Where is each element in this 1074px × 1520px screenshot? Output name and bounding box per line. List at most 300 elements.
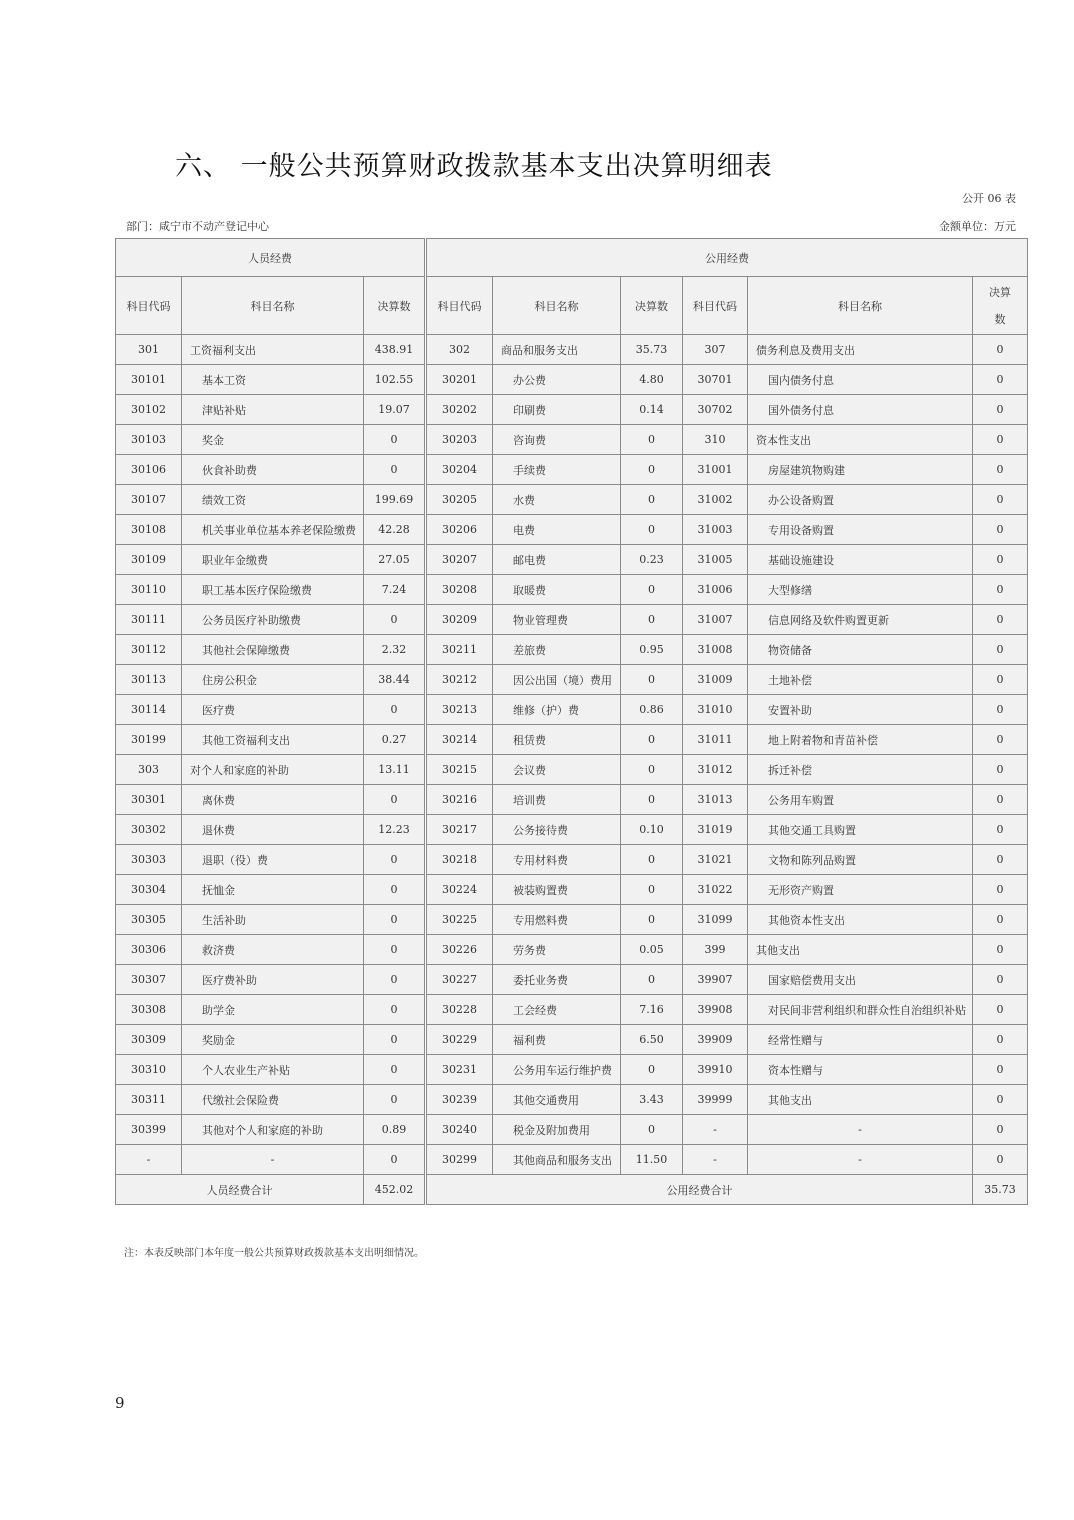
code-cell-public: 30209 — [427, 605, 493, 635]
name-cell-personnel: 住房公积金 — [182, 665, 364, 695]
code-cell-personnel: 30304 — [116, 875, 182, 905]
code-cell-public: 30206 — [427, 515, 493, 545]
code-cell-capital: - — [683, 1145, 748, 1175]
name-cell-capital: 国外债务付息 — [748, 395, 973, 425]
table-row — [116, 815, 1028, 845]
header-name-3: 科目名称 — [748, 277, 973, 335]
amount-cell-capital: 0 — [973, 695, 1028, 725]
amount-cell-personnel: 0 — [364, 965, 425, 995]
name-cell-personnel: 其他社会保障缴费 — [182, 635, 364, 665]
code-cell-personnel: 30305 — [116, 905, 182, 935]
group-header-personnel: 人员经费 — [116, 239, 425, 277]
code-cell-capital: 39907 — [683, 965, 748, 995]
code-cell-personnel: 30102 — [116, 395, 182, 425]
code-cell-personnel: 30310 — [116, 1055, 182, 1085]
amount-cell-personnel: 0 — [364, 425, 425, 455]
header-amount-3-line2: 数 — [994, 312, 1006, 326]
code-cell-capital: 39908 — [683, 995, 748, 1025]
name-cell-personnel: 代缴社会保险费 — [182, 1085, 364, 1115]
amount-cell-capital: 0 — [973, 455, 1028, 485]
code-cell-public: 30239 — [427, 1085, 493, 1115]
name-cell-public: 工会经费 — [493, 995, 621, 1025]
amount-cell-public: 0 — [621, 1055, 683, 1085]
name-cell-public: 水费 — [493, 485, 621, 515]
code-cell-capital: 399 — [683, 935, 748, 965]
name-cell-public: 因公出国（境）费用 — [493, 665, 621, 695]
code-cell-capital: 30702 — [683, 395, 748, 425]
amount-cell-personnel: 19.07 — [364, 395, 425, 425]
code-cell-public: 30228 — [427, 995, 493, 1025]
amount-cell-capital: 0 — [973, 935, 1028, 965]
name-cell-personnel: 离休费 — [182, 785, 364, 815]
name-cell-public: 其他商品和服务支出 — [493, 1145, 621, 1175]
table-row — [116, 695, 1028, 725]
code-cell-personnel: 30109 — [116, 545, 182, 575]
amount-cell-personnel: 0.27 — [364, 725, 425, 755]
amount-cell-public: 4.80 — [621, 365, 683, 395]
name-cell-capital: 国家赔偿费用支出 — [748, 965, 973, 995]
name-cell-capital: 专用设备购置 — [748, 515, 973, 545]
amount-cell-public: 0.10 — [621, 815, 683, 845]
page-number: 9 — [115, 1394, 125, 1412]
name-cell-capital: - — [748, 1145, 973, 1175]
code-cell-public: 30211 — [427, 635, 493, 665]
amount-cell-capital: 0 — [973, 1115, 1028, 1145]
amount-cell-personnel: 438.91 — [364, 335, 425, 365]
code-cell-public: 30224 — [427, 875, 493, 905]
table-row — [116, 665, 1028, 695]
table-row — [116, 875, 1028, 905]
code-cell-personnel: 30311 — [116, 1085, 182, 1115]
name-cell-capital: 信息网络及软件购置更新 — [748, 605, 973, 635]
expenditure-table — [115, 238, 1028, 1205]
table-row — [116, 1115, 1028, 1145]
amount-cell-personnel: 199.69 — [364, 485, 425, 515]
name-cell-capital: 无形资产购置 — [748, 875, 973, 905]
code-cell-capital: 31008 — [683, 635, 748, 665]
code-cell-capital: 31010 — [683, 695, 748, 725]
code-cell-personnel: 30114 — [116, 695, 182, 725]
amount-cell-public: 0 — [621, 845, 683, 875]
amount-cell-personnel: 13.11 — [364, 755, 425, 785]
name-cell-personnel: 其他对个人和家庭的补助 — [182, 1115, 364, 1145]
code-cell-capital: 39999 — [683, 1085, 748, 1115]
personnel-total-label: 人员经费合计 — [116, 1175, 364, 1205]
code-cell-personnel: 30399 — [116, 1115, 182, 1145]
amount-cell-capital: 0 — [973, 575, 1028, 605]
table-row — [116, 605, 1028, 635]
name-cell-public: 委托业务费 — [493, 965, 621, 995]
amount-cell-public: 0 — [621, 485, 683, 515]
name-cell-capital: 其他支出 — [748, 1085, 973, 1115]
name-cell-personnel: 奖励金 — [182, 1025, 364, 1055]
amount-cell-personnel: 0 — [364, 875, 425, 905]
code-cell-public: 30205 — [427, 485, 493, 515]
code-cell-personnel: 30302 — [116, 815, 182, 845]
name-cell-public: 物业管理费 — [493, 605, 621, 635]
name-cell-public: 劳务费 — [493, 935, 621, 965]
amount-cell-personnel: 0 — [364, 695, 425, 725]
code-cell-personnel: 30301 — [116, 785, 182, 815]
name-cell-personnel: 奖金 — [182, 425, 364, 455]
name-cell-public: 培训费 — [493, 785, 621, 815]
header-amount-3 — [973, 277, 1028, 335]
name-cell-personnel: 伙食补助费 — [182, 455, 364, 485]
code-cell-capital: 31022 — [683, 875, 748, 905]
name-cell-personnel: 职工基本医疗保险缴费 — [182, 575, 364, 605]
name-cell-public: 维修（护）费 — [493, 695, 621, 725]
code-cell-public: 30218 — [427, 845, 493, 875]
amount-cell-public: 0 — [621, 575, 683, 605]
name-cell-personnel: 医疗费补助 — [182, 965, 364, 995]
amount-cell-personnel: 42.28 — [364, 515, 425, 545]
amount-cell-personnel: 27.05 — [364, 545, 425, 575]
amount-cell-personnel: 0.89 — [364, 1115, 425, 1145]
name-cell-personnel: 个人农业生产补贴 — [182, 1055, 364, 1085]
name-cell-capital: 物资储备 — [748, 635, 973, 665]
amount-cell-capital: 0 — [973, 1025, 1028, 1055]
amount-cell-capital: 0 — [973, 425, 1028, 455]
table-row — [116, 725, 1028, 755]
name-cell-capital: 其他交通工具购置 — [748, 815, 973, 845]
name-cell-capital: - — [748, 1115, 973, 1145]
amount-cell-public: 0 — [621, 905, 683, 935]
name-cell-public: 咨询费 — [493, 425, 621, 455]
amount-cell-public: 0 — [621, 725, 683, 755]
amount-cell-public: 0 — [621, 875, 683, 905]
code-cell-personnel: 30307 — [116, 965, 182, 995]
amount-cell-capital: 0 — [973, 635, 1028, 665]
code-cell-capital: 39910 — [683, 1055, 748, 1085]
amount-cell-capital: 0 — [973, 785, 1028, 815]
amount-cell-public: 0.14 — [621, 395, 683, 425]
table-row — [116, 515, 1028, 545]
amount-cell-personnel: 102.55 — [364, 365, 425, 395]
amount-cell-personnel: 0 — [364, 845, 425, 875]
table-row — [116, 785, 1028, 815]
name-cell-public: 商品和服务支出 — [493, 335, 621, 365]
amount-cell-public: 0.05 — [621, 935, 683, 965]
amount-cell-capital: 0 — [973, 1085, 1028, 1115]
name-cell-public: 办公费 — [493, 365, 621, 395]
name-cell-personnel: 退职（役）费 — [182, 845, 364, 875]
code-cell-capital: 31007 — [683, 605, 748, 635]
table-row — [116, 845, 1028, 875]
public-total-value: 35.73 — [973, 1175, 1028, 1205]
amount-cell-capital: 0 — [973, 755, 1028, 785]
table-row — [116, 545, 1028, 575]
code-cell-personnel: 30108 — [116, 515, 182, 545]
table-row — [116, 365, 1028, 395]
name-cell-public: 印刷费 — [493, 395, 621, 425]
name-cell-capital: 对民间非营利组织和群众性自治组织补贴 — [748, 995, 973, 1025]
footnote: 注：本表反映部门本年度一般公共预算财政拨款基本支出明细情况。 — [124, 1248, 424, 1259]
header-amount-1: 决算数 — [364, 277, 425, 335]
code-cell-public: 30201 — [427, 365, 493, 395]
amount-cell-personnel: 12.23 — [364, 815, 425, 845]
name-cell-public: 邮电费 — [493, 545, 621, 575]
table-body — [116, 335, 1028, 1175]
amount-cell-public: 0 — [621, 785, 683, 815]
code-cell-capital: - — [683, 1115, 748, 1145]
public-total-label: 公用经费合计 — [427, 1175, 973, 1205]
header-code-3: 科目代码 — [683, 277, 748, 335]
code-cell-public: 30215 — [427, 755, 493, 785]
name-cell-capital: 国内债务付息 — [748, 365, 973, 395]
code-cell-public: 30208 — [427, 575, 493, 605]
group-header-public: 公用经费 — [427, 239, 1028, 277]
column-header-row — [116, 277, 1028, 335]
code-cell-public: 302 — [427, 335, 493, 365]
amount-cell-personnel: 0 — [364, 935, 425, 965]
name-cell-capital: 地上附着物和青苗补偿 — [748, 725, 973, 755]
amount-cell-public: 0 — [621, 515, 683, 545]
name-cell-capital: 债务利息及费用支出 — [748, 335, 973, 365]
amount-cell-public: 0.23 — [621, 545, 683, 575]
code-cell-public: 30231 — [427, 1055, 493, 1085]
code-cell-capital: 31012 — [683, 755, 748, 785]
amount-cell-personnel: 0 — [364, 1085, 425, 1115]
table-row — [116, 905, 1028, 935]
form-id: 公开 06 表 — [962, 192, 1016, 205]
code-cell-capital: 31009 — [683, 665, 748, 695]
page-title: 六、 一般公共预算财政拨款基本支出决算明细表 — [175, 151, 773, 182]
amount-cell-public: 0 — [621, 755, 683, 785]
code-cell-personnel: 30309 — [116, 1025, 182, 1055]
amount-cell-capital: 0 — [973, 815, 1028, 845]
table-row — [116, 335, 1028, 365]
name-cell-personnel: 其他工资福利支出 — [182, 725, 364, 755]
amount-cell-public: 0.95 — [621, 635, 683, 665]
amount-cell-capital: 0 — [973, 845, 1028, 875]
code-cell-public: 30226 — [427, 935, 493, 965]
name-cell-public: 差旅费 — [493, 635, 621, 665]
amount-cell-personnel: 38.44 — [364, 665, 425, 695]
name-cell-capital: 资本性支出 — [748, 425, 973, 455]
amount-cell-personnel: 0 — [364, 1145, 425, 1175]
name-cell-capital: 基础设施建设 — [748, 545, 973, 575]
amount-cell-capital: 0 — [973, 545, 1028, 575]
amount-cell-personnel: 7.24 — [364, 575, 425, 605]
name-cell-capital: 安置补助 — [748, 695, 973, 725]
code-cell-public: 30214 — [427, 725, 493, 755]
code-cell-public: 30227 — [427, 965, 493, 995]
name-cell-public: 电费 — [493, 515, 621, 545]
code-cell-capital: 31011 — [683, 725, 748, 755]
amount-cell-public: 0.86 — [621, 695, 683, 725]
header-name-2: 科目名称 — [493, 277, 621, 335]
table-row — [116, 1025, 1028, 1055]
amount-cell-personnel: 0 — [364, 1055, 425, 1085]
code-cell-capital: 310 — [683, 425, 748, 455]
code-cell-public: 30229 — [427, 1025, 493, 1055]
code-cell-capital: 39909 — [683, 1025, 748, 1055]
amount-cell-personnel: 0 — [364, 785, 425, 815]
name-cell-public: 公务接待费 — [493, 815, 621, 845]
table-row — [116, 455, 1028, 485]
table-row — [116, 395, 1028, 425]
code-cell-personnel: 30111 — [116, 605, 182, 635]
amount-cell-public: 0 — [621, 455, 683, 485]
name-cell-capital: 其他资本性支出 — [748, 905, 973, 935]
code-cell-personnel: 30113 — [116, 665, 182, 695]
header-code-2: 科目代码 — [427, 277, 493, 335]
table-row — [116, 425, 1028, 455]
code-cell-public: 30207 — [427, 545, 493, 575]
amount-cell-personnel: 0 — [364, 455, 425, 485]
amount-cell-capital: 0 — [973, 485, 1028, 515]
code-cell-personnel: 30110 — [116, 575, 182, 605]
code-cell-capital: 30701 — [683, 365, 748, 395]
table-row — [116, 635, 1028, 665]
code-cell-public: 30217 — [427, 815, 493, 845]
header-amount-2: 决算数 — [621, 277, 683, 335]
amount-cell-public: 0 — [621, 605, 683, 635]
table-row — [116, 1055, 1028, 1085]
code-cell-personnel: 30303 — [116, 845, 182, 875]
code-cell-personnel: 30103 — [116, 425, 182, 455]
amount-cell-public: 3.43 — [621, 1085, 683, 1115]
amount-cell-capital: 0 — [973, 335, 1028, 365]
header-code-1: 科目代码 — [116, 277, 182, 335]
name-cell-personnel: 助学金 — [182, 995, 364, 1025]
name-cell-personnel: 生活补助 — [182, 905, 364, 935]
code-cell-personnel: 303 — [116, 755, 182, 785]
name-cell-personnel: 绩效工资 — [182, 485, 364, 515]
code-cell-public: 30225 — [427, 905, 493, 935]
name-cell-personnel: - — [182, 1145, 364, 1175]
code-cell-capital: 31021 — [683, 845, 748, 875]
amount-cell-capital: 0 — [973, 365, 1028, 395]
name-cell-capital: 文物和陈列品购置 — [748, 845, 973, 875]
amount-cell-capital: 0 — [973, 905, 1028, 935]
amount-cell-public: 11.50 — [621, 1145, 683, 1175]
amount-cell-capital: 0 — [973, 965, 1028, 995]
name-cell-capital: 资本性赠与 — [748, 1055, 973, 1085]
amount-cell-personnel: 2.32 — [364, 635, 425, 665]
code-cell-capital: 31002 — [683, 485, 748, 515]
amount-cell-capital: 0 — [973, 1145, 1028, 1175]
amount-cell-capital: 0 — [973, 395, 1028, 425]
amount-cell-public: 6.50 — [621, 1025, 683, 1055]
header-name-1: 科目名称 — [182, 277, 364, 335]
name-cell-personnel: 对个人和家庭的补助 — [182, 755, 364, 785]
name-cell-public: 专用材料费 — [493, 845, 621, 875]
code-cell-capital: 31013 — [683, 785, 748, 815]
code-cell-public: 30203 — [427, 425, 493, 455]
amount-cell-capital: 0 — [973, 995, 1028, 1025]
name-cell-personnel: 退休费 — [182, 815, 364, 845]
name-cell-public: 公务用车运行维护费 — [493, 1055, 621, 1085]
name-cell-capital: 其他支出 — [748, 935, 973, 965]
amount-cell-public: 7.16 — [621, 995, 683, 1025]
amount-cell-personnel: 0 — [364, 995, 425, 1025]
code-cell-capital: 31099 — [683, 905, 748, 935]
unit-label: 金额单位：万元 — [939, 220, 1016, 233]
amount-cell-public: 35.73 — [621, 335, 683, 365]
code-cell-personnel: 30101 — [116, 365, 182, 395]
code-cell-personnel: 30308 — [116, 995, 182, 1025]
name-cell-capital: 房屋建筑物购建 — [748, 455, 973, 485]
table-row — [116, 1085, 1028, 1115]
name-cell-personnel: 抚恤金 — [182, 875, 364, 905]
amount-cell-capital: 0 — [973, 665, 1028, 695]
name-cell-public: 福利费 — [493, 1025, 621, 1055]
amount-cell-capital: 0 — [973, 1055, 1028, 1085]
code-cell-public: 30212 — [427, 665, 493, 695]
header-amount-3-line1: 决算 — [989, 285, 1012, 299]
name-cell-personnel: 津贴补贴 — [182, 395, 364, 425]
code-cell-capital: 31006 — [683, 575, 748, 605]
name-cell-public: 税金及附加费用 — [493, 1115, 621, 1145]
table-row — [116, 755, 1028, 785]
code-cell-capital: 31001 — [683, 455, 748, 485]
name-cell-public: 租赁费 — [493, 725, 621, 755]
amount-cell-capital: 0 — [973, 515, 1028, 545]
name-cell-public: 其他交通费用 — [493, 1085, 621, 1115]
code-cell-public: 30204 — [427, 455, 493, 485]
amount-cell-personnel: 0 — [364, 605, 425, 635]
table-row — [116, 485, 1028, 515]
name-cell-capital: 大型修缮 — [748, 575, 973, 605]
department-label: 部门：咸宁市不动产登记中心 — [126, 220, 269, 233]
name-cell-public: 手续费 — [493, 455, 621, 485]
code-cell-public: 30299 — [427, 1145, 493, 1175]
name-cell-capital: 办公设备购置 — [748, 485, 973, 515]
name-cell-personnel: 职业年金缴费 — [182, 545, 364, 575]
name-cell-personnel: 救济费 — [182, 935, 364, 965]
code-cell-capital: 31005 — [683, 545, 748, 575]
amount-cell-personnel: 0 — [364, 1025, 425, 1055]
code-cell-public: 30202 — [427, 395, 493, 425]
name-cell-capital: 拆迁补偿 — [748, 755, 973, 785]
code-cell-public: 30216 — [427, 785, 493, 815]
amount-cell-public: 0 — [621, 965, 683, 995]
table-row — [116, 935, 1028, 965]
table-row — [116, 575, 1028, 605]
code-cell-personnel: 30106 — [116, 455, 182, 485]
name-cell-personnel: 基本工资 — [182, 365, 364, 395]
name-cell-public: 取暖费 — [493, 575, 621, 605]
code-cell-personnel: 301 — [116, 335, 182, 365]
code-cell-personnel: 30306 — [116, 935, 182, 965]
table-row — [116, 1145, 1028, 1175]
amount-cell-personnel: 0 — [364, 905, 425, 935]
code-cell-capital: 31019 — [683, 815, 748, 845]
name-cell-personnel: 工资福利支出 — [182, 335, 364, 365]
table-row — [116, 965, 1028, 995]
code-cell-personnel: 30107 — [116, 485, 182, 515]
amount-cell-public: 0 — [621, 425, 683, 455]
group-header-row — [116, 239, 1028, 277]
code-cell-capital: 31003 — [683, 515, 748, 545]
name-cell-capital: 经常性赠与 — [748, 1025, 973, 1055]
table-row — [116, 995, 1028, 1025]
code-cell-capital: 307 — [683, 335, 748, 365]
personnel-total-value: 452.02 — [364, 1175, 425, 1205]
name-cell-personnel: 公务员医疗补助缴费 — [182, 605, 364, 635]
name-cell-public: 会议费 — [493, 755, 621, 785]
code-cell-personnel: 30199 — [116, 725, 182, 755]
code-cell-public: 30213 — [427, 695, 493, 725]
amount-cell-capital: 0 — [973, 875, 1028, 905]
code-cell-personnel: - — [116, 1145, 182, 1175]
totals-row — [116, 1175, 1028, 1205]
amount-cell-public: 0 — [621, 1115, 683, 1145]
name-cell-capital: 土地补偿 — [748, 665, 973, 695]
name-cell-capital: 公务用车购置 — [748, 785, 973, 815]
name-cell-personnel: 医疗费 — [182, 695, 364, 725]
